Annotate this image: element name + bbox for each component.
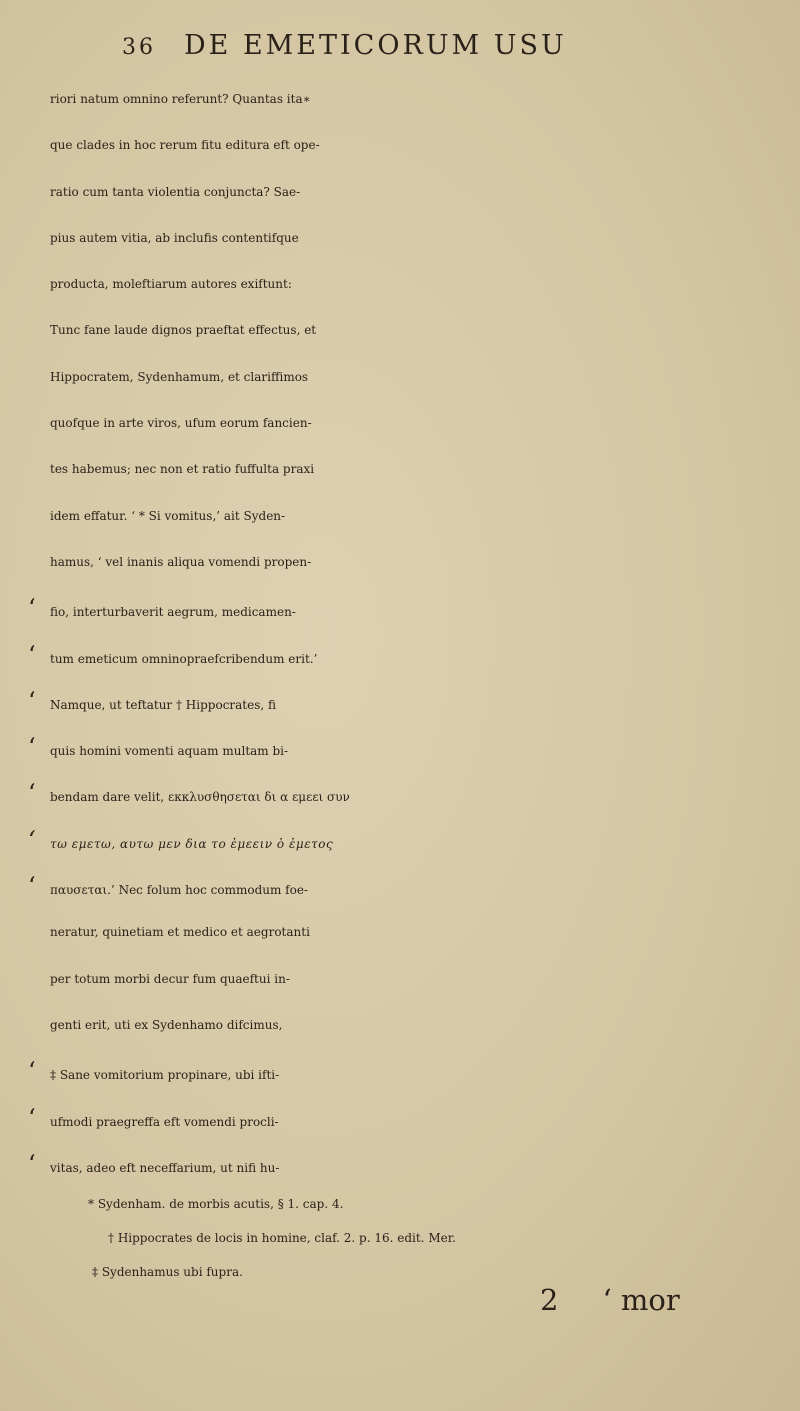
running-title: DE EMETICORUM USU <box>184 30 567 61</box>
text-line <box>28 1095 770 1141</box>
line-text: idem effatur. ‘ * Si vomitus,’ ait Syden- <box>50 508 286 523</box>
text-line <box>28 585 770 631</box>
text-line <box>50 261 770 307</box>
text-line <box>50 354 770 400</box>
body-text <box>28 76 770 1187</box>
running-header <box>122 30 722 76</box>
footnotes <box>88 1187 778 1289</box>
quote-mark: ‘ <box>28 594 36 623</box>
quote-mark: ‘ <box>28 686 36 715</box>
text-line <box>50 909 770 955</box>
catchline <box>540 1283 680 1317</box>
line-text: ratio cum tanta violentia conjuncta? Sae- <box>50 184 301 199</box>
text-line <box>28 770 770 816</box>
text-line <box>50 169 770 215</box>
signature-mark: 2 <box>540 1283 559 1317</box>
text-line <box>50 400 770 446</box>
text-line <box>50 1002 770 1048</box>
quote-mark: ‘ <box>28 1149 36 1178</box>
text-line <box>50 446 770 492</box>
text-line <box>28 632 770 678</box>
text-line <box>28 724 770 770</box>
line-text: quofque in arte viros, ufum eorum fancien- <box>50 416 312 431</box>
line-text: pius autem vitia, ab inclufis contentifque <box>50 230 299 245</box>
text-line <box>50 307 770 353</box>
quote-mark: ‘ <box>28 640 36 669</box>
text-line <box>28 678 770 724</box>
footnote: ‡ Sydenhamus ubi fupra. <box>92 1265 243 1279</box>
text-line <box>50 215 770 261</box>
quote-mark: ‘ <box>28 733 36 762</box>
line-text: hamus, ‘ vel inanis aliqua vomendi propen- <box>50 554 312 569</box>
line-text: fio, interturbaverit aegrum, medicamen- <box>50 605 296 620</box>
footnote: † Hippocrates de locis in homine, claf. 2. p. 16. edit. Mer. <box>108 1231 456 1245</box>
text-line <box>50 956 770 1002</box>
line-text: tes habemus; nec non et ratio fuffulta praxi <box>50 462 315 477</box>
line-text: τω εμετω, αυτω μεν δια το ἐμεειν ὁ ἐμετος <box>50 836 334 851</box>
quote-mark: ‘ <box>28 779 36 808</box>
quote-mark: ‘ <box>28 1103 36 1132</box>
footnote: * Sydenham. de morbis acutis, § 1. cap. 4. <box>88 1197 344 1211</box>
line-text: neratur, quinetiam et medico et aegrotanti <box>50 925 310 940</box>
quote-mark: ‘ <box>28 872 36 901</box>
text-line <box>28 1141 770 1187</box>
page-number: 36 <box>122 35 156 60</box>
catchword: ‘ mor <box>602 1283 680 1317</box>
quote-mark: ‘ <box>28 825 37 854</box>
text-line <box>50 76 770 122</box>
line-text: producta, moleftiarum autores exiftunt: <box>50 277 292 292</box>
line-text: per totum morbi decur fum quaeftui in- <box>50 971 290 986</box>
line-text: ufmodi praegreffa eft vomendi procli- <box>50 1114 279 1129</box>
text-line <box>28 863 770 909</box>
line-text: ‡ Sane vomitorium propinare, ubi ifti- <box>50 1068 280 1083</box>
line-text: tum emeticum omninopraefcribendum erit.’ <box>50 651 318 666</box>
line-text: Namque, ut teftatur † Hippocrates, fi <box>50 697 277 712</box>
line-text: quis homini vomenti aquam multam bi- <box>50 744 289 759</box>
line-text: bendam dare velit, εκκλυσθησεται δι α εμεει συν <box>50 790 350 805</box>
line-text: riori natum omnino referunt? Quantas ita∗ <box>50 92 311 106</box>
quote-mark: ‘ <box>28 1057 36 1086</box>
text-line <box>28 1048 770 1094</box>
line-text: Tunc fane laude dignos praeftat effectus, et <box>50 323 317 338</box>
text-line <box>50 122 770 168</box>
text-line-greek <box>28 817 770 863</box>
line-text: que clades in hoc rerum fitu editura eft ope- <box>50 138 320 153</box>
line-text: vitas, adeo eft neceffarium, ut nifi hu- <box>50 1160 280 1175</box>
line-text: genti erit, uti ex Sydenhamo difcimus, <box>50 1017 283 1032</box>
line-text: Hippocratem, Sydenhamum, et clariffimos <box>50 369 309 384</box>
text-line <box>50 493 770 539</box>
line-text: παυσεται.’ Nec folum hoc commodum foe- <box>50 883 308 898</box>
text-line <box>50 539 770 585</box>
